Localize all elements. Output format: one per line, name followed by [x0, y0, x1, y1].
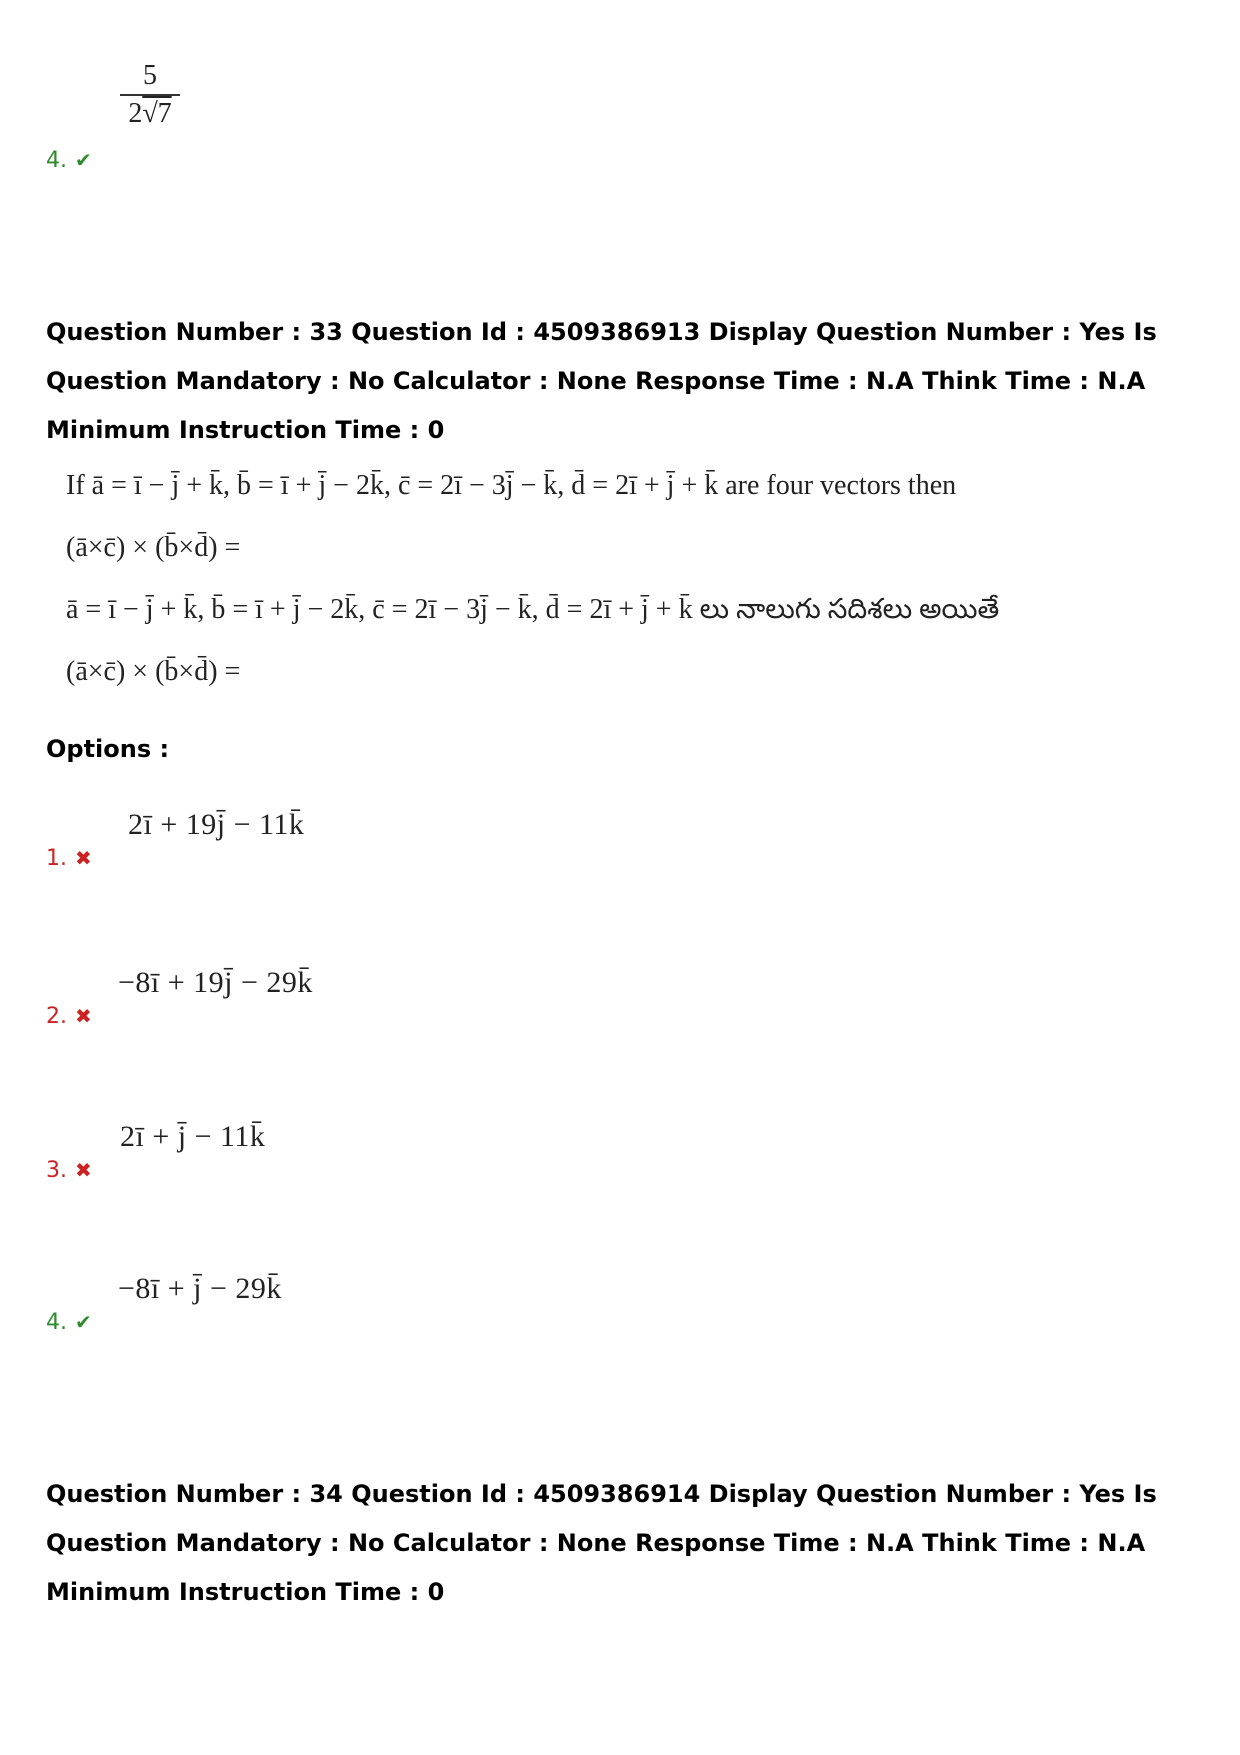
option-1	[46, 846, 92, 871]
option-4-expression: −8ī + j̄ − 29k̄	[118, 1272, 282, 1305]
option-number: 4.	[46, 148, 67, 173]
option-2	[46, 1004, 92, 1029]
question-33-line-4: (ā×c̄) × (b̄×d̄) =	[66, 656, 241, 687]
check-icon: ✔	[75, 1310, 92, 1334]
cross-icon: ✖	[75, 1158, 92, 1182]
denominator-root: √7	[142, 98, 172, 129]
option-2-expression: −8ī + 19j̄ − 29k̄	[118, 966, 313, 999]
question-33-meta: Question Number : 33 Question Id : 4509386913 Display Question Number : Yes Is Question Mandatory : No Calculator : None Response Time : N.A Think Time : N.A Minimum Instruction Time : 0	[46, 318, 1157, 444]
question-33-line-1: If ā = ī − j̄ + k̄, b̄ = ī + j̄ − 2k̄, c̄ = 2ī − 3j̄ − k̄, d̄ = 2ī + j̄ + k̄ are four vectors then	[66, 470, 957, 501]
check-icon: ✔	[75, 148, 92, 172]
denominator-coefficient: 2	[128, 98, 143, 129]
option-number: 4.	[46, 1310, 67, 1335]
prev-option-fraction	[120, 60, 180, 130]
options-label: Options :	[46, 735, 170, 763]
option-4	[46, 1310, 92, 1335]
option-3	[46, 1158, 92, 1183]
question-33-line-3: ā = ī − j̄ + k̄, b̄ = ī + j̄ − 2k̄, c̄ = 2ī − 3j̄ − k̄, d̄ = 2ī + j̄ + k̄ లు నాలుగు సదిశలు అయితే	[66, 594, 1000, 625]
prev-option-4	[46, 148, 92, 173]
cross-icon: ✖	[75, 846, 92, 870]
question-34-meta: Question Number : 34 Question Id : 4509386914 Display Question Number : Yes Is Question Mandatory : No Calculator : None Response Time : N.A Think Time : N.A Minimum Instruction Time : 0	[46, 1480, 1157, 1606]
option-1-expression: 2ī + 19j̄ − 11k̄	[128, 808, 305, 841]
fraction-denominator	[120, 96, 180, 130]
option-number: 2.	[46, 1004, 67, 1029]
option-number: 3.	[46, 1158, 67, 1183]
option-number: 1.	[46, 846, 67, 871]
option-3-expression: 2ī + j̄ − 11k̄	[120, 1120, 266, 1153]
cross-icon: ✖	[75, 1004, 92, 1028]
question-33-line-2: (ā×c̄) × (b̄×d̄) =	[66, 532, 241, 563]
fraction-numerator: 5	[143, 60, 157, 91]
